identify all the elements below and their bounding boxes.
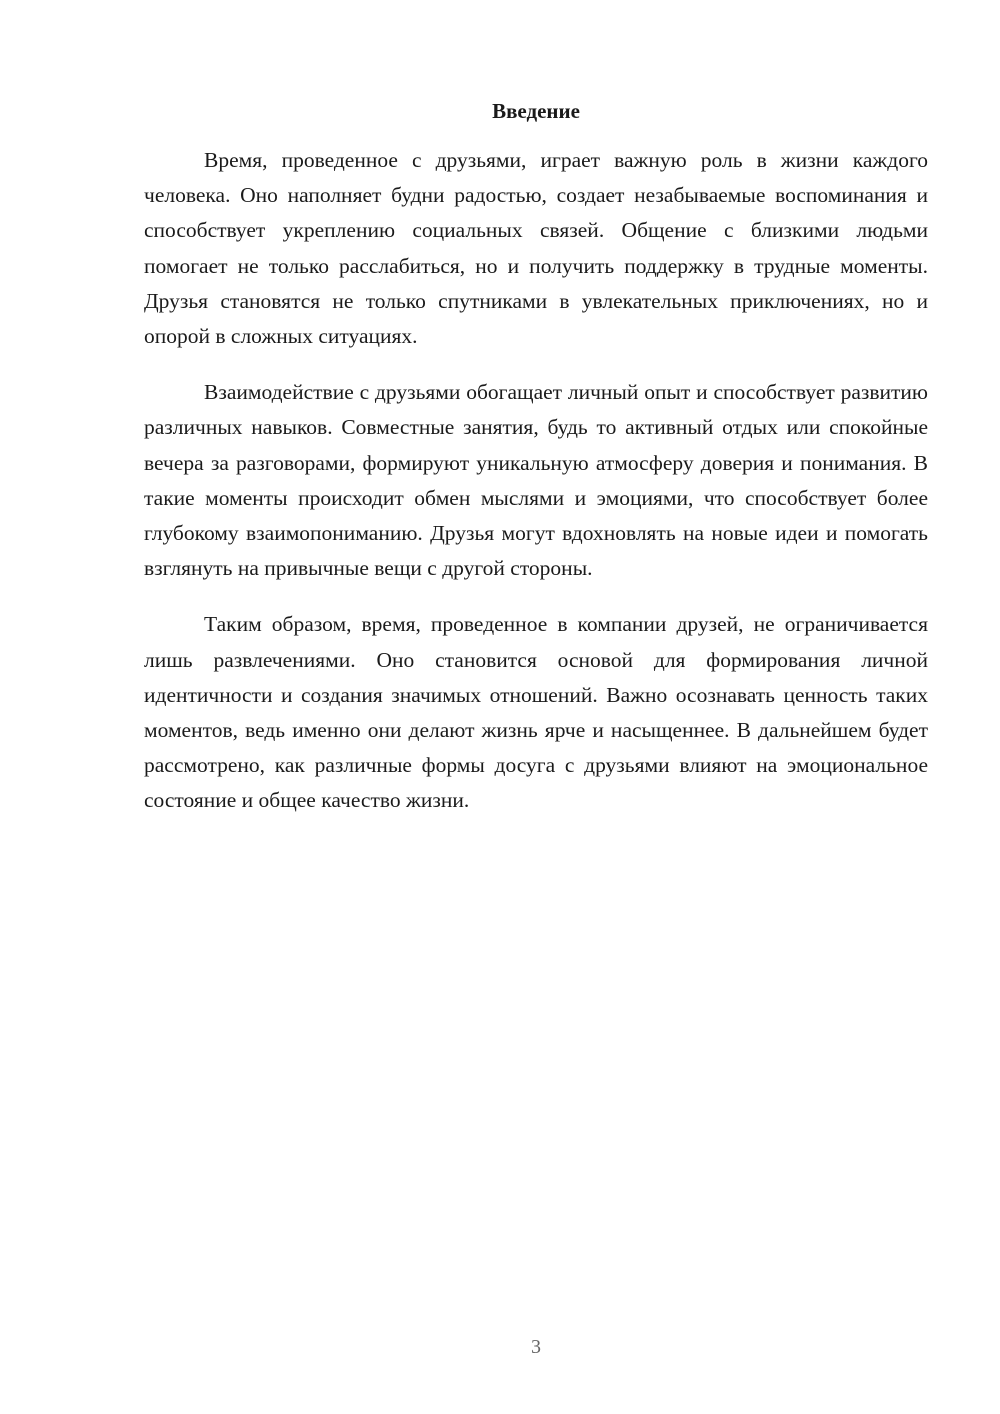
paragraph-3: Таким образом, время, проведенное в компании друзей, не ограничивается лишь развлечениями. Оно становится основой для формирования личной идентичности и создания значимых отношений. Важно осознавать ценность таких моментов, ведь именно они делают жизнь ярче и насыщеннее. В дальнейшем будет рассмотрено, как различные формы досуга с друзьями влияют на эмоциональное состояние и общее качество жизни. (144, 612, 928, 813)
page-number: 3 (531, 1336, 541, 1358)
paragraph-1: Время, проведенное с друзьями, играет важную роль в жизни каждого человека. Оно наполняет будни радостью, создает незабываемые воспоминания и способствует укреплению социальных связей. Общение с близкими людьми помогает не только расслабиться, но и получить поддержку в трудные моменты. Друзья становятся не только спутниками в увлекательных приключениях, но и опорой в сложных ситуациях. (144, 148, 928, 349)
body-text (144, 143, 928, 840)
paragraph-2: Взаимодействие с друзьями обогащает личный опыт и способствует развитию различных навыков. Совместные занятия, будь то активный отдых или спокойные вечера за разговорами, формируют уникальную атмосферу доверия и понимания. В такие моменты происходит обмен мыслями и эмоциями, что способствует более глубокому взаимопониманию. Друзья могут вдохновлять на новые идеи и помогать взглянуть на привычные вещи с другой стороны. (144, 380, 928, 581)
section-heading: Введение (492, 99, 580, 123)
